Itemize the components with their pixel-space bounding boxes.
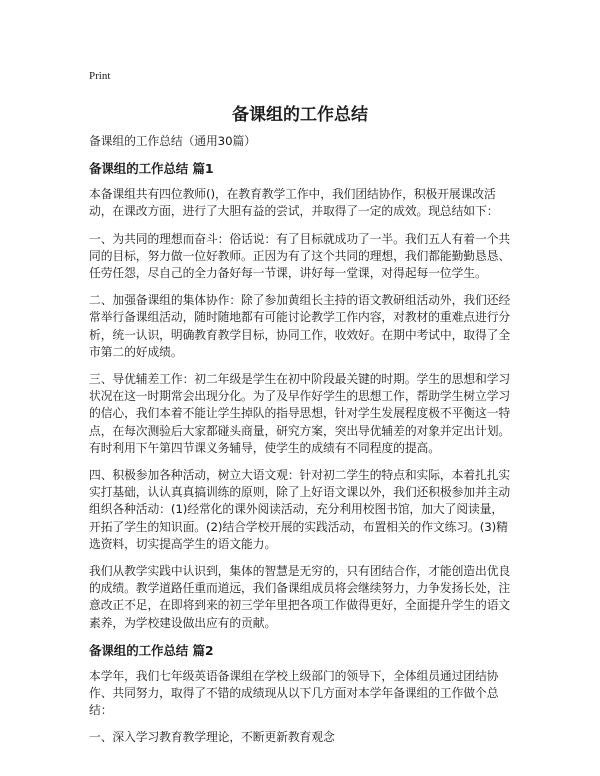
paragraph: 一、深入学习教育教学理论，不断更新教育观念 <box>89 730 335 745</box>
print-link[interactable]: Print <box>89 70 111 82</box>
paragraph: 本备课组共有四位教师()，在教育教学工作中，我们团结协作，积极开展课改活动，在课改方面，进行了大胆有益的尝试，并取得了一定的成效。现总结如下： <box>89 187 499 219</box>
paragraph: 我们从教学实践中认识到，集体的智慧是无穷的，只有团结合作，才能创造出优良的成绩。教学道路任重而道远，我们备课组成员将会继续努力，力争发扬长处，注意改正不足，在即将到来的初三学年里把各项工作做得更好，全面提升学生的语文素养，为学校建设做出应有的贡献。 <box>89 564 511 630</box>
paragraph: 四、积极参加各种活动，树立大语文观：针对初二学生的特点和实际，本着扎扎实实打基础，认认真真搞训练的原则，除了上好语文课以外，我们还积极参加并主动组织各种活动：(1)经常化的课外阅读活动，充分利用校图书馆，加大了阅读量，开拓了学生的知识面。(2)结合学校开展的实践活动，布置相关的作文练习。(3)精选资料，切实提高学生的语文能力。 <box>89 468 511 551</box>
paragraph: 二、加强备课组的集体协作：除了参加黄组长主持的语文教研组活动外，我们还经常举行备课组活动，随时随地都有可能讨论教学工作内容，对教材的重难点进行分析，统一认识，明确教育教学目标，协同工作，收效好。在期中考试中，取得了全市第二的好成绩。 <box>89 293 511 359</box>
paragraph: 本学年，我们七年级英语备课组在学校上级部门的领导下，全体组员通过团结协作、共同努力，取得了不错的成绩现从以下几方面对本学年备课组的工作做个总结： <box>89 668 499 718</box>
paragraph: 三、导优辅差工作：初二年级是学生在初中阶段最关键的时期。学生的思想和学习状况在这一时期常会出现分化。为了及早作好学生的思想工作，帮助学生树立学习的信心，我们本着不能让学生掉队的指导思想，针对学生发展程度极不平衡这一特点，在每次测验后大家都碰头商量，研究方案，突出导优辅差的对象并定出计划。有时利用下午第四节课义务辅导，使学生的成绩有不同程度的提高。 <box>89 372 511 455</box>
section-heading: 备课组的工作总结 篇2 <box>89 642 214 658</box>
paragraph: 一、为共同的理想而奋斗：俗话说：有了目标就成功了一半。我们五人有着一个共同的目标，努力做一位好教师。正因为有了这个共同的理想，我们都能勤勤恳恳、任劳任怨，尽自己的全力备好每一节课，讲好每一堂课，对得起每一位学生。 <box>89 231 511 281</box>
document-subtitle: 备课组的工作总结（通用30篇） <box>89 134 256 148</box>
section-heading: 备课组的工作总结 篇1 <box>89 161 214 177</box>
document-title: 备课组的工作总结 <box>232 105 368 125</box>
document-body <box>89 133 514 757</box>
